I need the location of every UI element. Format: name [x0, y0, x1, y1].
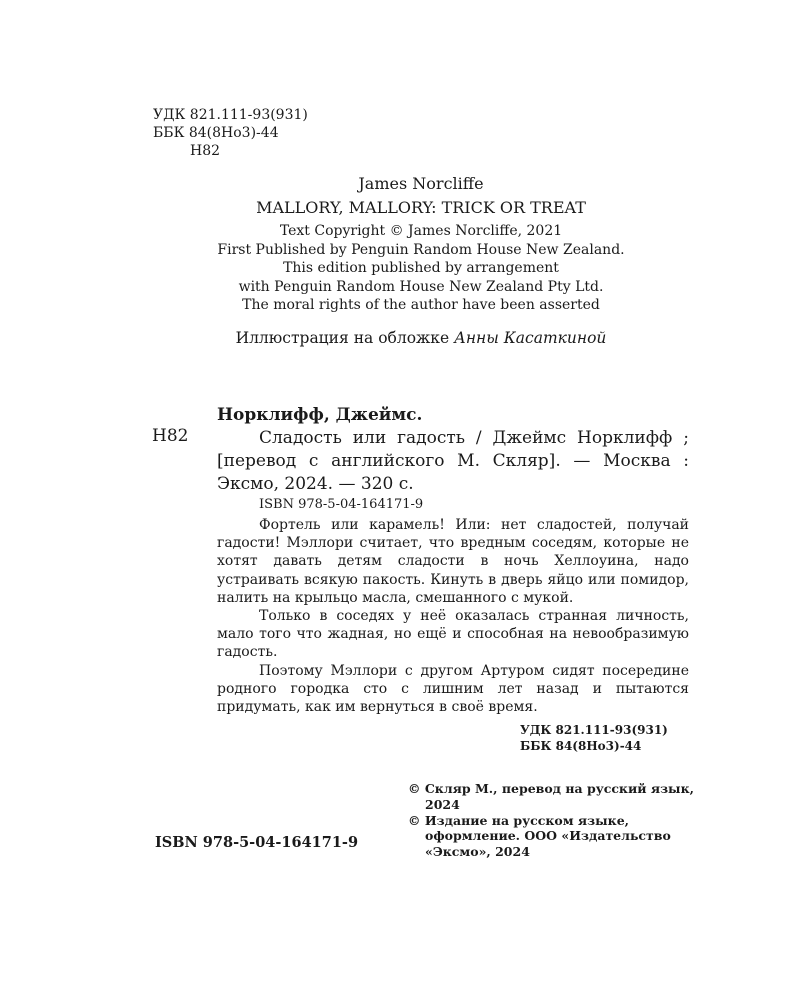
right-classification-codes	[520, 723, 689, 754]
bib-author-mark: Н82	[152, 426, 189, 446]
author-mark: Н82	[190, 143, 221, 159]
bibliographic-record	[217, 404, 689, 496]
rights-entry: © Издание на русском языке, оформление. ООО «Издательство «Эксмо», 2024	[408, 812, 671, 860]
bbk-code: ББК 84(8Но3)-44	[153, 125, 279, 141]
annotation-paragraph: Фортель или карамель! Или: нет сладостей, получай гадости! Мэллори считает, что вредным соседям, которые не хотят давать детям сладости в ночь Хеллоуина, надо устраивать всякую пакость. Кинуть в дверь яйцо или помидор, налить на крыльцо масла, смешанного с мукой.	[217, 517, 689, 606]
bib-description: Сладость или гадость / Джеймс Норклифф ; [перевод с английского М. Скляр]. — Москва : Эксмо, 2024. — 320 с.	[217, 428, 689, 494]
original-author: James Norcliffe	[358, 174, 484, 193]
right-bbk-code: ББК 84(8Но3)-44	[520, 738, 642, 753]
bib-heading: Норклифф, Джеймс.	[217, 405, 423, 425]
annotation-paragraph: Поэтому Мэллори с другом Артуром сидят посередине родного городка сто с лишним лет назад и пытаются придумать, как им вернуться в своё время.	[217, 662, 689, 716]
illustration-artist: Анны Касаткиной	[454, 329, 607, 347]
copyright-line: First Published by Penguin Random House New Zealand.	[217, 241, 625, 258]
copyright-block	[140, 222, 702, 315]
annotation-paragraph: Только в соседях у неё оказалась странная личность, мало того что жадная, но ещё и способная на невообразимую гадость.	[217, 608, 689, 661]
illustration-credit	[140, 328, 702, 348]
annotation	[217, 516, 689, 716]
rights-notice	[408, 781, 696, 860]
copyright-line: Text Copyright © James Norcliffe, 2021	[279, 223, 563, 239]
copyright-line: with Penguin Random House New Zealand Pty Ltd.	[238, 278, 604, 295]
copyright-line: This edition published by arrangement	[283, 260, 559, 276]
bib-isbn: ISBN 978-5-04-164171-9	[259, 497, 424, 512]
udk-code: УДК 821.111-93(931)	[153, 107, 308, 123]
right-udk-code: УДК 821.111-93(931)	[520, 723, 668, 737]
copyright-line: The moral rights of the author have been asserted	[242, 297, 600, 313]
illustration-prefix: Иллюстрация на обложке	[235, 329, 455, 347]
isbn-bottom: ISBN 978-5-04-164171-9	[155, 834, 359, 851]
original-title: MALLORY, MALLORY: TRICK OR TREAT	[256, 198, 586, 217]
rights-entry: © Скляр М., перевод на русский язык, 2024	[408, 781, 694, 812]
classification-codes	[153, 106, 308, 160]
